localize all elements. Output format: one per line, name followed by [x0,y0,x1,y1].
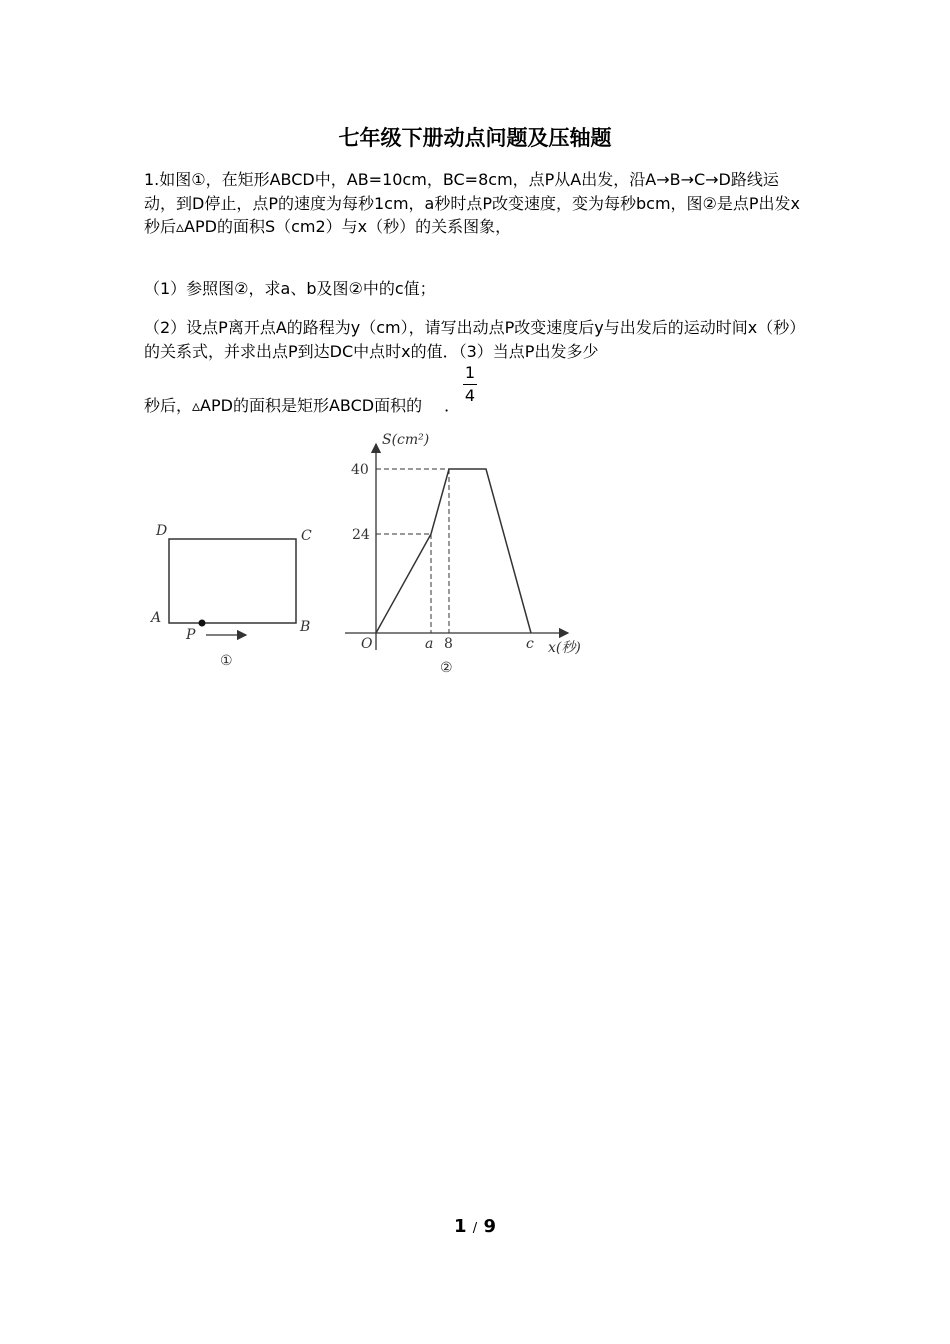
page-separator: / [472,1221,478,1236]
y-tick-24: 24 [352,527,370,543]
fraction-numerator: 1 [464,363,476,382]
question-3-suffix: ． [444,396,461,415]
figure-2-graph [345,432,581,676]
origin-label: O [361,636,373,652]
graph-line [376,469,531,633]
x-axis-label: x(秒) [548,640,581,656]
x-tick-8: 8 [444,636,453,652]
label-a: A [151,610,162,626]
x-tick-c: c [526,636,534,652]
page-number [0,1216,950,1237]
y-tick-40: 40 [351,462,369,478]
rectangle-abcd [169,539,296,623]
x-tick-a: a [425,636,434,652]
page-title: 七年级下册动点问题及压轴题 [338,126,612,150]
label-b: B [300,619,311,635]
y-axis-label: S(cm²) [382,432,430,448]
point-p [199,620,206,627]
question-3-prefix: 秒后，▵APD的面积是矩形ABCD面积的 [144,396,423,415]
figure-2-caption: ② [440,660,453,676]
figure-1-rectangle [149,523,312,669]
question-1: （1）参照图②，求a、b及图②中的c值； [144,279,436,298]
fraction-denominator: 4 [464,386,476,405]
label-c: C [301,528,312,544]
problem-intro: 1.如图①，在矩形ABCD中，AB=10cm，BC=8cm，点P从A出发，沿A→B→C→D路线运动，到D停止，点P的速度为每秒1cm，a秒时点P改变速度，变为每秒bcm，图②是点P出发x秒后▵APD的面积S（cm2）与x（秒）的关系图象， [144,170,800,236]
label-p: P [186,627,196,643]
page-total: 9 [483,1216,496,1237]
label-d: D [156,523,168,539]
question-2: （2）设点P离开点A的路程为y（cm），请写出动点P改变速度后y与出发后的运动时间x（秒）的关系式，并求出点P到达DC中点时x的值．（3）当点P出发多少 [144,318,806,361]
figure-1-caption: ① [220,653,233,669]
page-current: 1 [453,1216,467,1237]
